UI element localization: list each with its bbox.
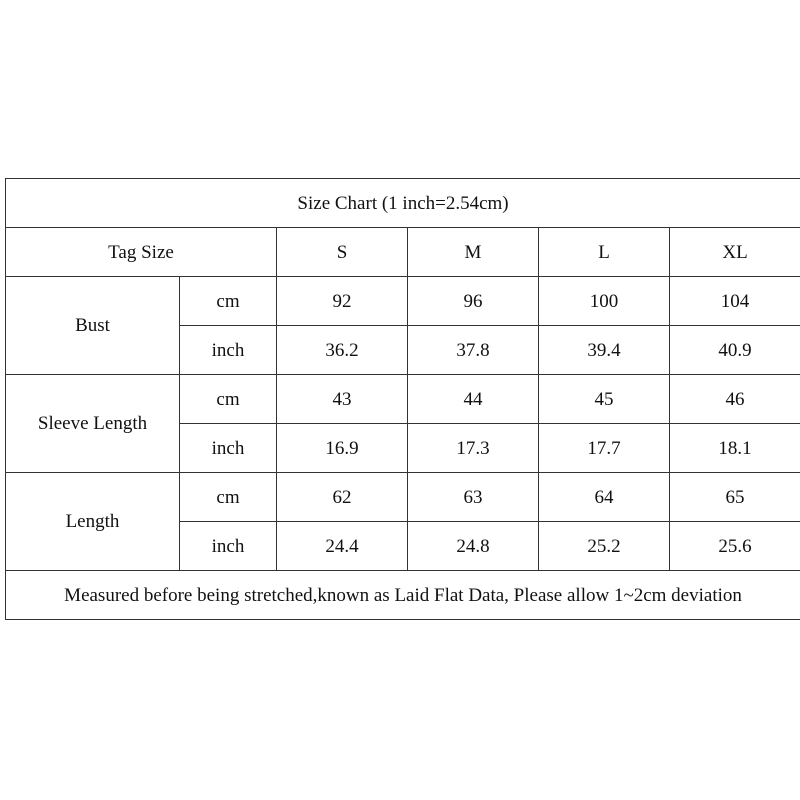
table-row: [6, 375, 800, 424]
chart-title: Size Chart (1 inch=2.54cm): [6, 179, 800, 228]
table-row: [6, 473, 800, 522]
footer-note: Measured before being stretched,known as Laid Flat Data, Please allow 1~2cm deviation: [6, 571, 800, 620]
unit-label: inch: [180, 424, 277, 473]
value-cell: 100: [539, 277, 670, 326]
unit-label: cm: [180, 473, 277, 522]
size-header-l: L: [539, 228, 670, 277]
value-cell: 65: [670, 473, 800, 522]
value-cell: 24.4: [277, 522, 408, 571]
unit-label: cm: [180, 277, 277, 326]
value-cell: 17.3: [408, 424, 539, 473]
title-row: [6, 179, 800, 228]
unit-label: cm: [180, 375, 277, 424]
value-cell: 36.2: [277, 326, 408, 375]
value-cell: 45: [539, 375, 670, 424]
value-cell: 92: [277, 277, 408, 326]
size-header-m: M: [408, 228, 539, 277]
value-cell: 46: [670, 375, 800, 424]
tag-size-label: Tag Size: [6, 228, 277, 277]
value-cell: 62: [277, 473, 408, 522]
value-cell: 104: [670, 277, 800, 326]
footer-row: [6, 571, 800, 620]
value-cell: 25.6: [670, 522, 800, 571]
value-cell: 64: [539, 473, 670, 522]
value-cell: 63: [408, 473, 539, 522]
measurement-label-length: Length: [6, 473, 180, 571]
value-cell: 17.7: [539, 424, 670, 473]
value-cell: 44: [408, 375, 539, 424]
measurement-label-bust: Bust: [6, 277, 180, 375]
header-row: [6, 228, 800, 277]
value-cell: 16.9: [277, 424, 408, 473]
value-cell: 43: [277, 375, 408, 424]
value-cell: 96: [408, 277, 539, 326]
value-cell: 39.4: [539, 326, 670, 375]
unit-label: inch: [180, 326, 277, 375]
size-header-s: S: [277, 228, 408, 277]
value-cell: 24.8: [408, 522, 539, 571]
value-cell: 37.8: [408, 326, 539, 375]
unit-label: inch: [180, 522, 277, 571]
table-row: [6, 277, 800, 326]
value-cell: 40.9: [670, 326, 800, 375]
measurement-label-sleeve-length: Sleeve Length: [6, 375, 180, 473]
size-header-xl: XL: [670, 228, 800, 277]
size-chart-table: [5, 178, 800, 620]
value-cell: 25.2: [539, 522, 670, 571]
value-cell: 18.1: [670, 424, 800, 473]
